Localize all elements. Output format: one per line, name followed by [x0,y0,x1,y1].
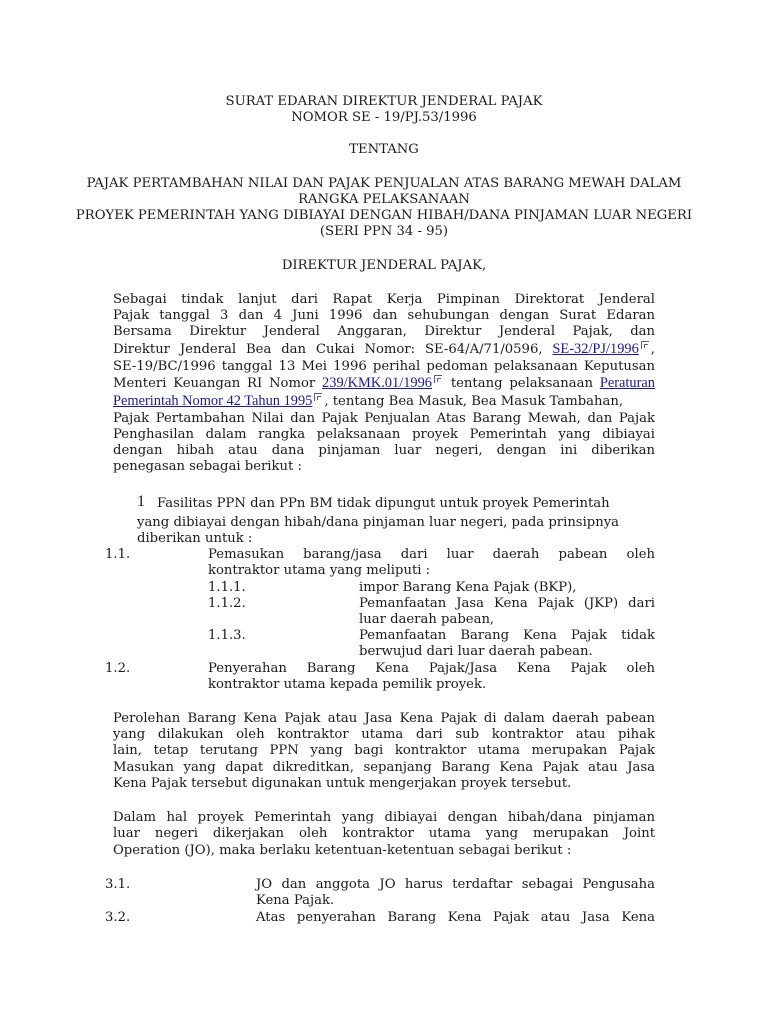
intro-text: tentang pelaksanaan [450,376,593,391]
paragraph-line: lain, tetap terutang PPN yang bagi kontraktor utama merupakan Pajak [113,743,655,758]
letter-number: NOMOR SE - 19/PJ.53/1996 [291,110,477,125]
kmk-239-link[interactable]: 239/KMK.01/1996 [322,375,432,391]
subitem-text: Pemanfaatan Barang Kena Pajak tidak [359,628,655,643]
subject-line-1: PAJAK PERTAMBAHAN NILAI DAN PAJAK PENJUALAN ATAS BARANG MEWAH DALAM [86,176,682,191]
external-link-icon[interactable] [641,341,649,349]
tentang-heading: TENTANG [349,142,419,157]
point-number: 1 [137,493,145,510]
intro-line: dengan hibah atau dana pinjaman luar negeri, dengan ini diberikan [113,443,655,458]
item-text: kontraktor utama kepada pemilik proyek. [208,677,487,692]
subject-line-3: PROYEK PEMERINTAH YANG DIBIAYAI DENGAN HIBAH/DANA PINJAMAN LUAR NEGERI [75,208,693,223]
intro-line: penegasan sebagai berikut : [113,459,302,474]
pp-42-link[interactable]: Pemerintah Nomor 42 Tahun 1995 [113,393,313,409]
jo-item-text: Kena Pajak. [256,893,335,908]
subitem-number: 1.1.3. [208,628,246,643]
paragraph-line: luar negeri dikerjakan oleh kontraktor utama yang merupakan Joint [113,826,655,841]
intro-text: , [650,342,655,357]
item-number: 1.1. [105,547,131,562]
intro-text: Direktur Jenderal Bea dan Cukai Nomor: SE-64/A/71/0596, [113,342,543,357]
subject-line-2: RANGKA PELAKSANAAN [298,192,470,207]
subitem-text: luar daerah pabean, [359,612,495,627]
external-link-icon[interactable] [314,393,322,401]
subitem-text: Pemanfaatan Jasa Kena Pajak (JKP) dari [359,596,655,611]
intro-line: Pajak Pertambahan Nilai dan Pajak Penjualan Atas Barang Mewah, dan Pajak [113,411,655,426]
paragraph-line: Operation (JO), maka berlaku ketentuan-ketentuan sebagai berikut : [113,843,572,858]
subitem-number: 1.1.1. [208,580,246,595]
intro-line-with-link [113,341,655,358]
paragraph-line: Dalam hal proyek Pemerintah yang dibiayai dengan hibah/dana pinjaman [113,810,655,825]
point-text: yang dibiayai dengan hibah/dana pinjaman luar negeri, pada prinsipnya [137,515,620,530]
intro-line: SE-19/BC/1996 tanggal 13 Mei 1996 perihal pedoman pelaksanaan Keputusan [113,359,655,374]
item-text: Penyerahan Barang Kena Pajak/Jasa Kena Pajak oleh [208,661,655,676]
intro-text: Menteri Keuangan RI Nomor [113,376,316,391]
letter-title: SURAT EDARAN DIREKTUR JENDERAL PAJAK [225,94,543,109]
point-text: diberikan untuk : [137,531,253,546]
intro-line: Pajak tanggal 3 dan 4 Juni 1996 dan sehubungan dengan Surat Edaran [113,308,655,323]
paragraph-line: Kena Pajak tersebut digunakan untuk mengerjakan proyek tersebut. [113,776,572,791]
point-text: Fasilitas PPN dan PPn BM tidak dipungut untuk proyek Pemerintah [157,496,610,511]
external-link-icon[interactable] [434,375,442,383]
item-text: Pemasukan barang/jasa dari luar daerah pabean oleh [208,547,655,562]
intro-text: , tentang Bea Masuk, Bea Masuk Tambahan, [324,394,624,409]
intro-line: Bersama Direktur Jenderal Anggaran, Direktur Jenderal Pajak, dan [113,324,655,339]
item-text: kontraktor utama yang meliputi : [208,563,431,578]
subitem-number: 1.1.2. [208,596,246,611]
jo-item-text: Atas penyerahan Barang Kena Pajak atau Jasa Kena [256,910,655,925]
paragraph-line: Masukan yang dapat dikreditkan, sepanjang Barang Kena Pajak atau Jasa [113,760,655,775]
intro-line-with-links [113,375,655,392]
intro-line: Sebagai tindak lanjut dari Rapat Kerja Pimpinan Direktorat Jenderal [113,292,655,307]
jo-item-text: JO dan anggota JO harus terdaftar sebagai Pengusaha [256,877,655,892]
jo-item-number: 3.2. [105,910,131,925]
jo-item-number: 3.1. [105,877,131,892]
subitem-text: berwujud dari luar daerah pabean. [359,644,593,659]
addressee: DIREKTUR JENDERAL PAJAK, [281,258,487,273]
intro-line: Penghasilan dalam rangka pelaksanaan proyek Pemerintah yang dibiayai [113,427,655,442]
item-number: 1.2. [105,661,131,676]
subitem-text: impor Barang Kena Pajak (BKP), [359,580,577,595]
intro-line-with-link [113,393,655,410]
paragraph-line: Perolehan Barang Kena Pajak atau Jasa Kena Pajak di dalam daerah pabean [113,711,655,726]
paragraph-line: yang dilakukan oleh kontraktor utama dari sub kontraktor atau pihak [113,727,655,742]
pp-42-link-start[interactable]: Peraturan [599,375,655,391]
se-32-link[interactable]: SE-32/PJ/1996 [552,341,639,357]
series-label: (SERI PPN 34 - 95) [319,224,449,239]
